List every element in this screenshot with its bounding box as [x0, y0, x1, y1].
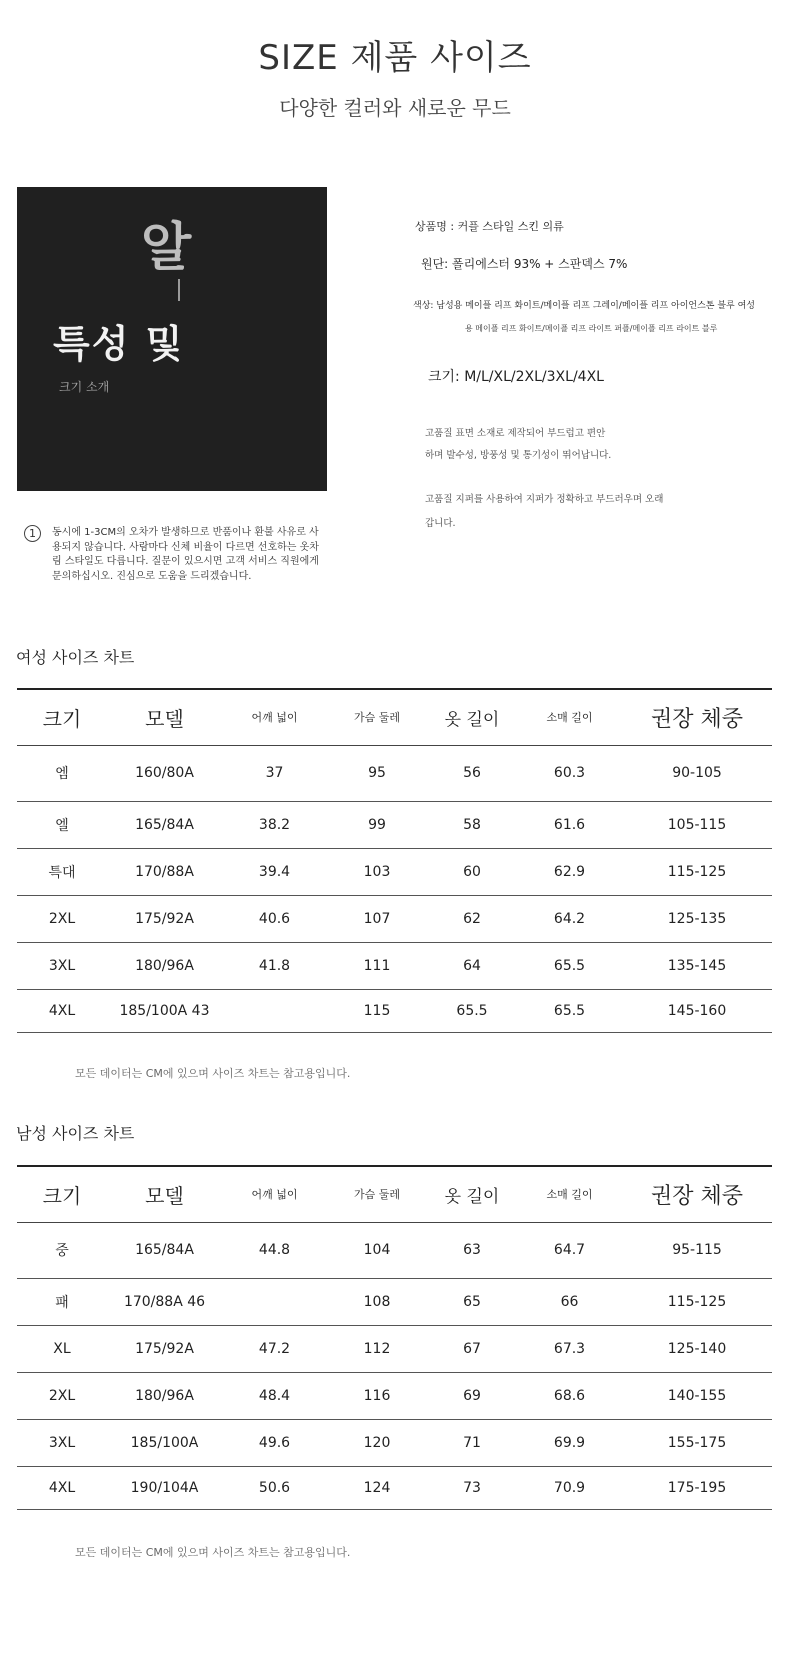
- header-weight: 권장 체중: [622, 689, 772, 745]
- cell-weight: 95-115: [622, 1222, 772, 1278]
- header-chest: 가슴 둘레: [327, 689, 427, 745]
- header-model: 모델: [107, 689, 222, 745]
- men-chart-footnote: 모든 데이터는 CM에 있으며 사이즈 차트는 참고용입니다.: [75, 1546, 351, 1559]
- cell-weight: 115-125: [622, 1278, 772, 1325]
- cell-chest: 115: [327, 989, 427, 1032]
- cell-weight: 135-145: [622, 942, 772, 989]
- cell-length: 60: [427, 848, 517, 895]
- cell-sleeve: 68.6: [517, 1372, 622, 1419]
- women-table-header-row: [17, 689, 772, 745]
- cell-length: 65.5: [427, 989, 517, 1032]
- spec-feature-2-line-1: 고품질 지퍼를 사용하여 지퍼가 정확하고 부드러우며 오래: [425, 494, 664, 505]
- cell-chest: 116: [327, 1372, 427, 1419]
- header-model: 모델: [107, 1166, 222, 1222]
- header-shoulder: 어깨 넓이: [222, 689, 327, 745]
- cell-sleeve: 64.2: [517, 895, 622, 942]
- cell-weight: 125-140: [622, 1325, 772, 1372]
- cell-chest: 108: [327, 1278, 427, 1325]
- cell-weight: 155-175: [622, 1419, 772, 1466]
- cell-model: 175/92A: [107, 895, 222, 942]
- cell-size: 2XL: [17, 1372, 107, 1419]
- header-size: 크기: [17, 1166, 107, 1222]
- cell-length: 63: [427, 1222, 517, 1278]
- note-text: 동시에 1-3CM의 오차가 발생하므로 반품이나 환불 사유로 사용되지 않습니다. 사람마다 신체 비율이 다르면 선호하는 옷차림 스타일도 다릅니다. 질문이 있으시면 고객 서비스 직원에게 문의하십시오. 진심으로 도움을 드리겠습니다.: [52, 527, 319, 582]
- cell-model: 170/88A: [107, 848, 222, 895]
- spec-sizes: 크기: M/L/XL/2XL/3XL/4XL: [428, 369, 604, 385]
- cell-length: 62: [427, 895, 517, 942]
- cell-shoulder: 41.8: [222, 942, 327, 989]
- page-title: SIZE 제품 사이즈: [258, 38, 532, 78]
- page-subtitle: 다양한 컬러와 새로운 무드: [279, 96, 511, 120]
- header-shoulder: 어깨 넓이: [222, 1166, 327, 1222]
- table-row: [17, 1466, 772, 1509]
- women-chart-footnote: 모든 데이터는 CM에 있으며 사이즈 차트는 참고용입니다.: [75, 1067, 351, 1080]
- cell-sleeve: 62.9: [517, 848, 622, 895]
- cell-chest: 112: [327, 1325, 427, 1372]
- cell-sleeve: 66: [517, 1278, 622, 1325]
- cell-sleeve: 67.3: [517, 1325, 622, 1372]
- spec-colors-line-1: 색상: 남성용 메이플 리프 화이트/메이플 리프 그레이/메이플 리프 아이언스톤 블루 여성: [413, 301, 755, 311]
- header-length: 옷 길이: [427, 689, 517, 745]
- cell-chest: 107: [327, 895, 427, 942]
- men-chart-title: 남성 사이즈 차트: [16, 1124, 135, 1143]
- cell-sleeve: 69.9: [517, 1419, 622, 1466]
- cell-size: 3XL: [17, 942, 107, 989]
- cell-length: 58: [427, 801, 517, 848]
- women-chart-title: 여성 사이즈 차트: [16, 648, 135, 667]
- cell-shoulder: [222, 1278, 327, 1325]
- cell-model: 190/104A: [107, 1466, 222, 1509]
- table-row: [17, 801, 772, 848]
- cell-sleeve: 65.5: [517, 942, 622, 989]
- cell-weight: 90-105: [622, 745, 772, 801]
- cell-shoulder: 44.8: [222, 1222, 327, 1278]
- table-row: [17, 895, 772, 942]
- cell-model: 180/96A: [107, 942, 222, 989]
- table-row: [17, 1278, 772, 1325]
- cell-size: 패: [17, 1278, 107, 1325]
- header-size: 크기: [17, 689, 107, 745]
- header-weight: 권장 체중: [622, 1166, 772, 1222]
- cell-shoulder: 48.4: [222, 1372, 327, 1419]
- spec-feature-1-line-1: 고품질 표면 소재로 제작되어 부드럽고 편안: [425, 428, 606, 439]
- cell-model: 185/100A 43: [107, 989, 222, 1032]
- cell-length: 64: [427, 942, 517, 989]
- cell-model: 165/84A: [107, 1222, 222, 1278]
- cell-model: 185/100A: [107, 1419, 222, 1466]
- cell-shoulder: 50.6: [222, 1466, 327, 1509]
- cell-sleeve: 70.9: [517, 1466, 622, 1509]
- cell-weight: 105-115: [622, 801, 772, 848]
- cell-weight: 145-160: [622, 989, 772, 1032]
- cell-shoulder: 49.6: [222, 1419, 327, 1466]
- cell-chest: 111: [327, 942, 427, 989]
- cell-chest: 103: [327, 848, 427, 895]
- spec-product-name: 상품명 : 커플 스타일 스킨 의류: [415, 220, 564, 233]
- cell-sleeve: 64.7: [517, 1222, 622, 1278]
- table-row: [17, 989, 772, 1032]
- table-row: [17, 942, 772, 989]
- spec-feature-1-line-2: 하며 발수성, 방풍성 및 통기성이 뛰어납니다.: [425, 450, 612, 461]
- cell-size: 특대: [17, 848, 107, 895]
- spec-fabric: 원단: 폴리에스터 93% + 스판덱스 7%: [421, 257, 628, 271]
- cell-model: 160/80A: [107, 745, 222, 801]
- promo-divider: [178, 279, 180, 301]
- promo-heading: 특성 및: [53, 322, 185, 366]
- cell-length: 67: [427, 1325, 517, 1372]
- cell-length: 73: [427, 1466, 517, 1509]
- cell-length: 71: [427, 1419, 517, 1466]
- promo-subheading: 크기 소개: [59, 380, 110, 394]
- spec-colors-line-2: 용 메이플 리프 화이트/메이플 리프 라이트 퍼플/메이플 리프 라이트 블루: [465, 324, 718, 333]
- cell-weight: 115-125: [622, 848, 772, 895]
- promo-banner: [17, 187, 327, 491]
- table-row: [17, 1372, 772, 1419]
- header-sleeve: 소매 길이: [517, 689, 622, 745]
- table-row: [17, 1419, 772, 1466]
- table-row: [17, 848, 772, 895]
- promo-big-char: 알: [141, 218, 192, 278]
- cell-size: XL: [17, 1325, 107, 1372]
- spec-feature-2-line-2: 갑니다.: [425, 518, 456, 529]
- cell-size: 엘: [17, 801, 107, 848]
- cell-model: 165/84A: [107, 801, 222, 848]
- cell-size: 4XL: [17, 989, 107, 1032]
- cell-chest: 99: [327, 801, 427, 848]
- header-chest: 가슴 둘레: [327, 1166, 427, 1222]
- cell-sleeve: 60.3: [517, 745, 622, 801]
- cell-model: 180/96A: [107, 1372, 222, 1419]
- table-row: [17, 1222, 772, 1278]
- women-size-table: [17, 688, 772, 1033]
- cell-shoulder: 40.6: [222, 895, 327, 942]
- men-size-table: [17, 1165, 772, 1510]
- cell-chest: 120: [327, 1419, 427, 1466]
- cell-shoulder: [222, 989, 327, 1032]
- cell-weight: 175-195: [622, 1466, 772, 1509]
- cell-shoulder: 39.4: [222, 848, 327, 895]
- cell-size: 2XL: [17, 895, 107, 942]
- cell-shoulder: 38.2: [222, 801, 327, 848]
- header-length: 옷 길이: [427, 1166, 517, 1222]
- cell-size: 엠: [17, 745, 107, 801]
- cell-shoulder: 37: [222, 745, 327, 801]
- cell-weight: 125-135: [622, 895, 772, 942]
- cell-sleeve: 65.5: [517, 989, 622, 1032]
- table-row: [17, 1325, 772, 1372]
- cell-length: 56: [427, 745, 517, 801]
- cell-chest: 104: [327, 1222, 427, 1278]
- cell-chest: 124: [327, 1466, 427, 1509]
- header-sleeve: 소매 길이: [517, 1166, 622, 1222]
- cell-length: 69: [427, 1372, 517, 1419]
- cell-model: 170/88A 46: [107, 1278, 222, 1325]
- cell-length: 65: [427, 1278, 517, 1325]
- cell-shoulder: 47.2: [222, 1325, 327, 1372]
- men-table-header-row: [17, 1166, 772, 1222]
- cell-size: 3XL: [17, 1419, 107, 1466]
- cell-model: 175/92A: [107, 1325, 222, 1372]
- cell-size: 중: [17, 1222, 107, 1278]
- note-number-icon: 1: [24, 525, 41, 542]
- cell-weight: 140-155: [622, 1372, 772, 1419]
- cell-chest: 95: [327, 745, 427, 801]
- cell-sleeve: 61.6: [517, 801, 622, 848]
- table-row: [17, 745, 772, 801]
- cell-size: 4XL: [17, 1466, 107, 1509]
